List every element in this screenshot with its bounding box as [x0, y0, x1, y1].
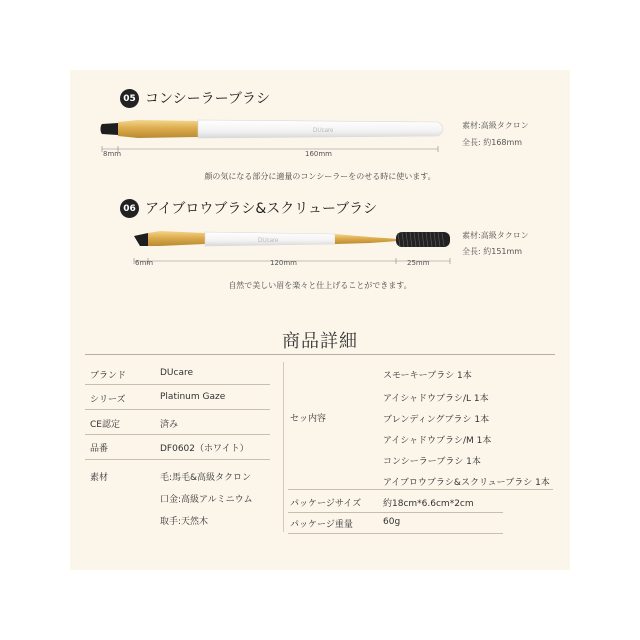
column-divider	[283, 362, 284, 532]
spec-material: 素材:高級タクロン	[462, 121, 529, 130]
dimension-label: 160mm	[305, 150, 332, 158]
row-divider	[288, 533, 503, 534]
dimension-label: 6mm	[135, 259, 154, 267]
detail-value: Platinum Gaze	[160, 392, 226, 402]
detail-value: 済み	[160, 420, 179, 430]
detail-label: シリーズ	[90, 395, 126, 405]
detail-value: 口金:高級アルミニウム	[160, 495, 253, 505]
angled-bristles	[134, 233, 148, 246]
detail-label: パッケージ重量	[290, 520, 353, 530]
detail-label: 素材	[90, 473, 109, 483]
item-title: コンシーラーブラシ	[145, 91, 270, 107]
dimension-label: 25mm	[407, 259, 430, 267]
spoolie-ferrule	[335, 234, 398, 244]
row-divider	[85, 459, 270, 460]
detail-value: DF0602（ホワイト）	[160, 444, 249, 454]
brand-mark: DUcare	[258, 238, 279, 244]
brush-bristles	[101, 123, 119, 135]
brush-ferrule	[148, 231, 205, 246]
dimension-label: 8mm	[103, 150, 122, 158]
set-item: アイシャドウブラシ/L 1本	[383, 394, 489, 404]
detail-label: CE認定	[90, 420, 120, 430]
spec-material: 素材:高級タクロン	[462, 231, 529, 240]
item-description: 顔の気になる部分に適量のコンシーラーをのせる時に使います。	[204, 172, 436, 181]
row-divider	[85, 384, 270, 385]
detail-label: ブランド	[90, 371, 127, 381]
set-item: ブレンディングブラシ 1本	[383, 415, 490, 425]
item-title: アイブロウブラシ&スクリューブラシ	[145, 201, 378, 217]
spec-length: 全長: 約151mm	[462, 247, 523, 256]
row-divider	[288, 512, 503, 513]
heading-divider	[85, 354, 555, 355]
dimension-label: 120mm	[270, 259, 297, 267]
brand-mark: DUcare	[313, 128, 334, 134]
detail-label: 品番	[90, 444, 109, 454]
row-divider	[85, 434, 270, 435]
concealer-brush-illustration	[98, 118, 458, 158]
set-item: アイブロウブラシ&スクリューブラシ 1本	[383, 478, 550, 488]
row-divider	[85, 409, 270, 410]
item-number-badge: 05	[120, 89, 139, 108]
detail-value: 約18cm*6.6cm*2cm	[383, 499, 474, 509]
set-item: コンシーラーブラシ 1本	[383, 457, 481, 467]
detail-value: 毛:馬毛&高級タクロン	[160, 473, 252, 483]
set-item: アイシャドウブラシ/M 1本	[383, 436, 492, 446]
spoolie-bristles	[396, 232, 450, 247]
row-divider	[288, 489, 553, 490]
brush-ferrule	[118, 120, 198, 138]
detail-value: 取手:天然木	[160, 517, 209, 527]
detail-value: 60g	[383, 517, 401, 527]
detail-label: セッ内容	[290, 414, 327, 424]
item-description: 自然で美しい眉を楽々と仕上げることができます。	[228, 281, 412, 290]
section-heading: 商品詳細	[282, 331, 358, 352]
spec-length: 全長: 約168mm	[462, 138, 523, 147]
detail-value: DUcare	[160, 368, 194, 378]
set-item: スモーキーブラシ 1本	[383, 371, 472, 381]
detail-label: パッケージサイズ	[290, 499, 362, 509]
item-number-badge: 06	[120, 199, 139, 218]
